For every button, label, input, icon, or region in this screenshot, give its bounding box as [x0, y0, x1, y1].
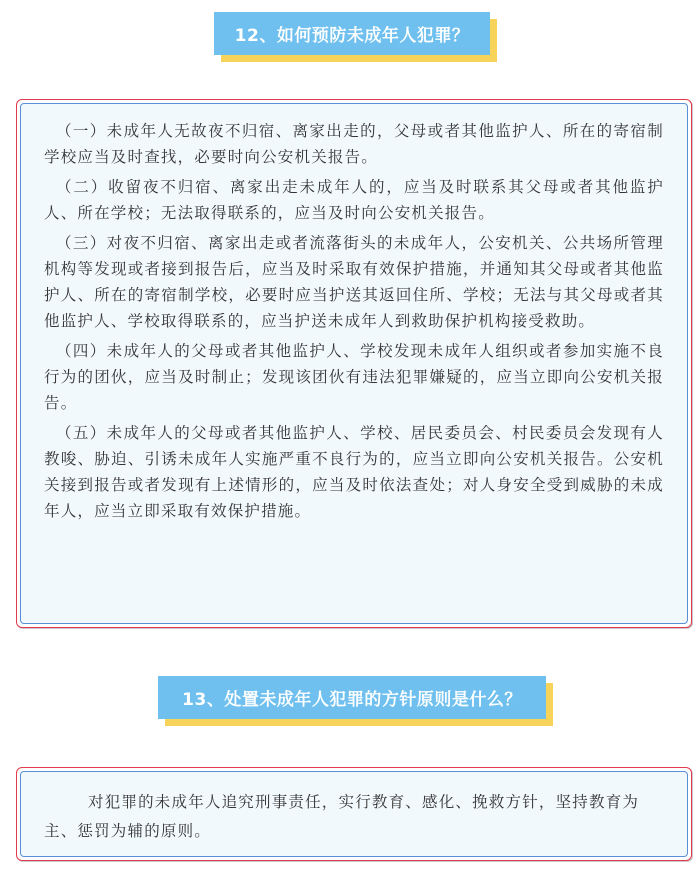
paragraph-2: （二）收留夜不归宿、离家出走未成年人的，应当及时联系其父母或者其他监护人、所在学校；无法取得联系的，应当及时向公安机关报告。	[44, 178, 664, 222]
section-2-title: 13、处置未成年人犯罪的方针原则是什么？	[158, 676, 546, 719]
section-1-title: 12、如何预防未成年人犯罪？	[214, 12, 490, 55]
paragraph-4: （四）未成年人的父母或者其他监护人、学校发现未成年人组织或者参加实施不良行为的团伙，应当及时制止；发现该团伙有违法犯罪嫌疑的，应当立即向公安机关报告。	[44, 342, 664, 412]
paragraph-1: （一）未成年人无故夜不归宿、离家出走的，父母或者其他监护人、所在的寄宿制学校应当及时查找，必要时向公安机关报告。	[44, 122, 664, 166]
paragraph-5: （五）未成年人的父母或者其他监护人、学校、居民委员会、村民委员会发现有人教唆、胁迫、引诱未成年人实施严重不良行为的，应当立即向公安机关报告。公安机关接到报告或者发现有上述情形的，应当及时依法查处；对人身安全受到威胁的未成年人，应当立即采取有效保护措施。	[44, 424, 664, 520]
section-2-text: 对犯罪的未成年人追究刑事责任，实行教育、感化、挽救方针，坚持教育为主、惩罚为辅的原则。	[44, 793, 640, 840]
paragraph-3: （三）对夜不归宿、离家出走或者流落街头的未成年人，公安机关、公共场所管理机构等发现或者接到报告后，应当及时采取有效保护措施，并通知其父母或者其他监护人、所在的寄宿制学校，必要时应当护送其返回住所、学校；无法与其父母或者其他监护人、学校取得联系的，应当护送未成年人到救助保护机构接受救助。	[44, 234, 664, 330]
section-1-paragraphs	[44, 118, 664, 528]
